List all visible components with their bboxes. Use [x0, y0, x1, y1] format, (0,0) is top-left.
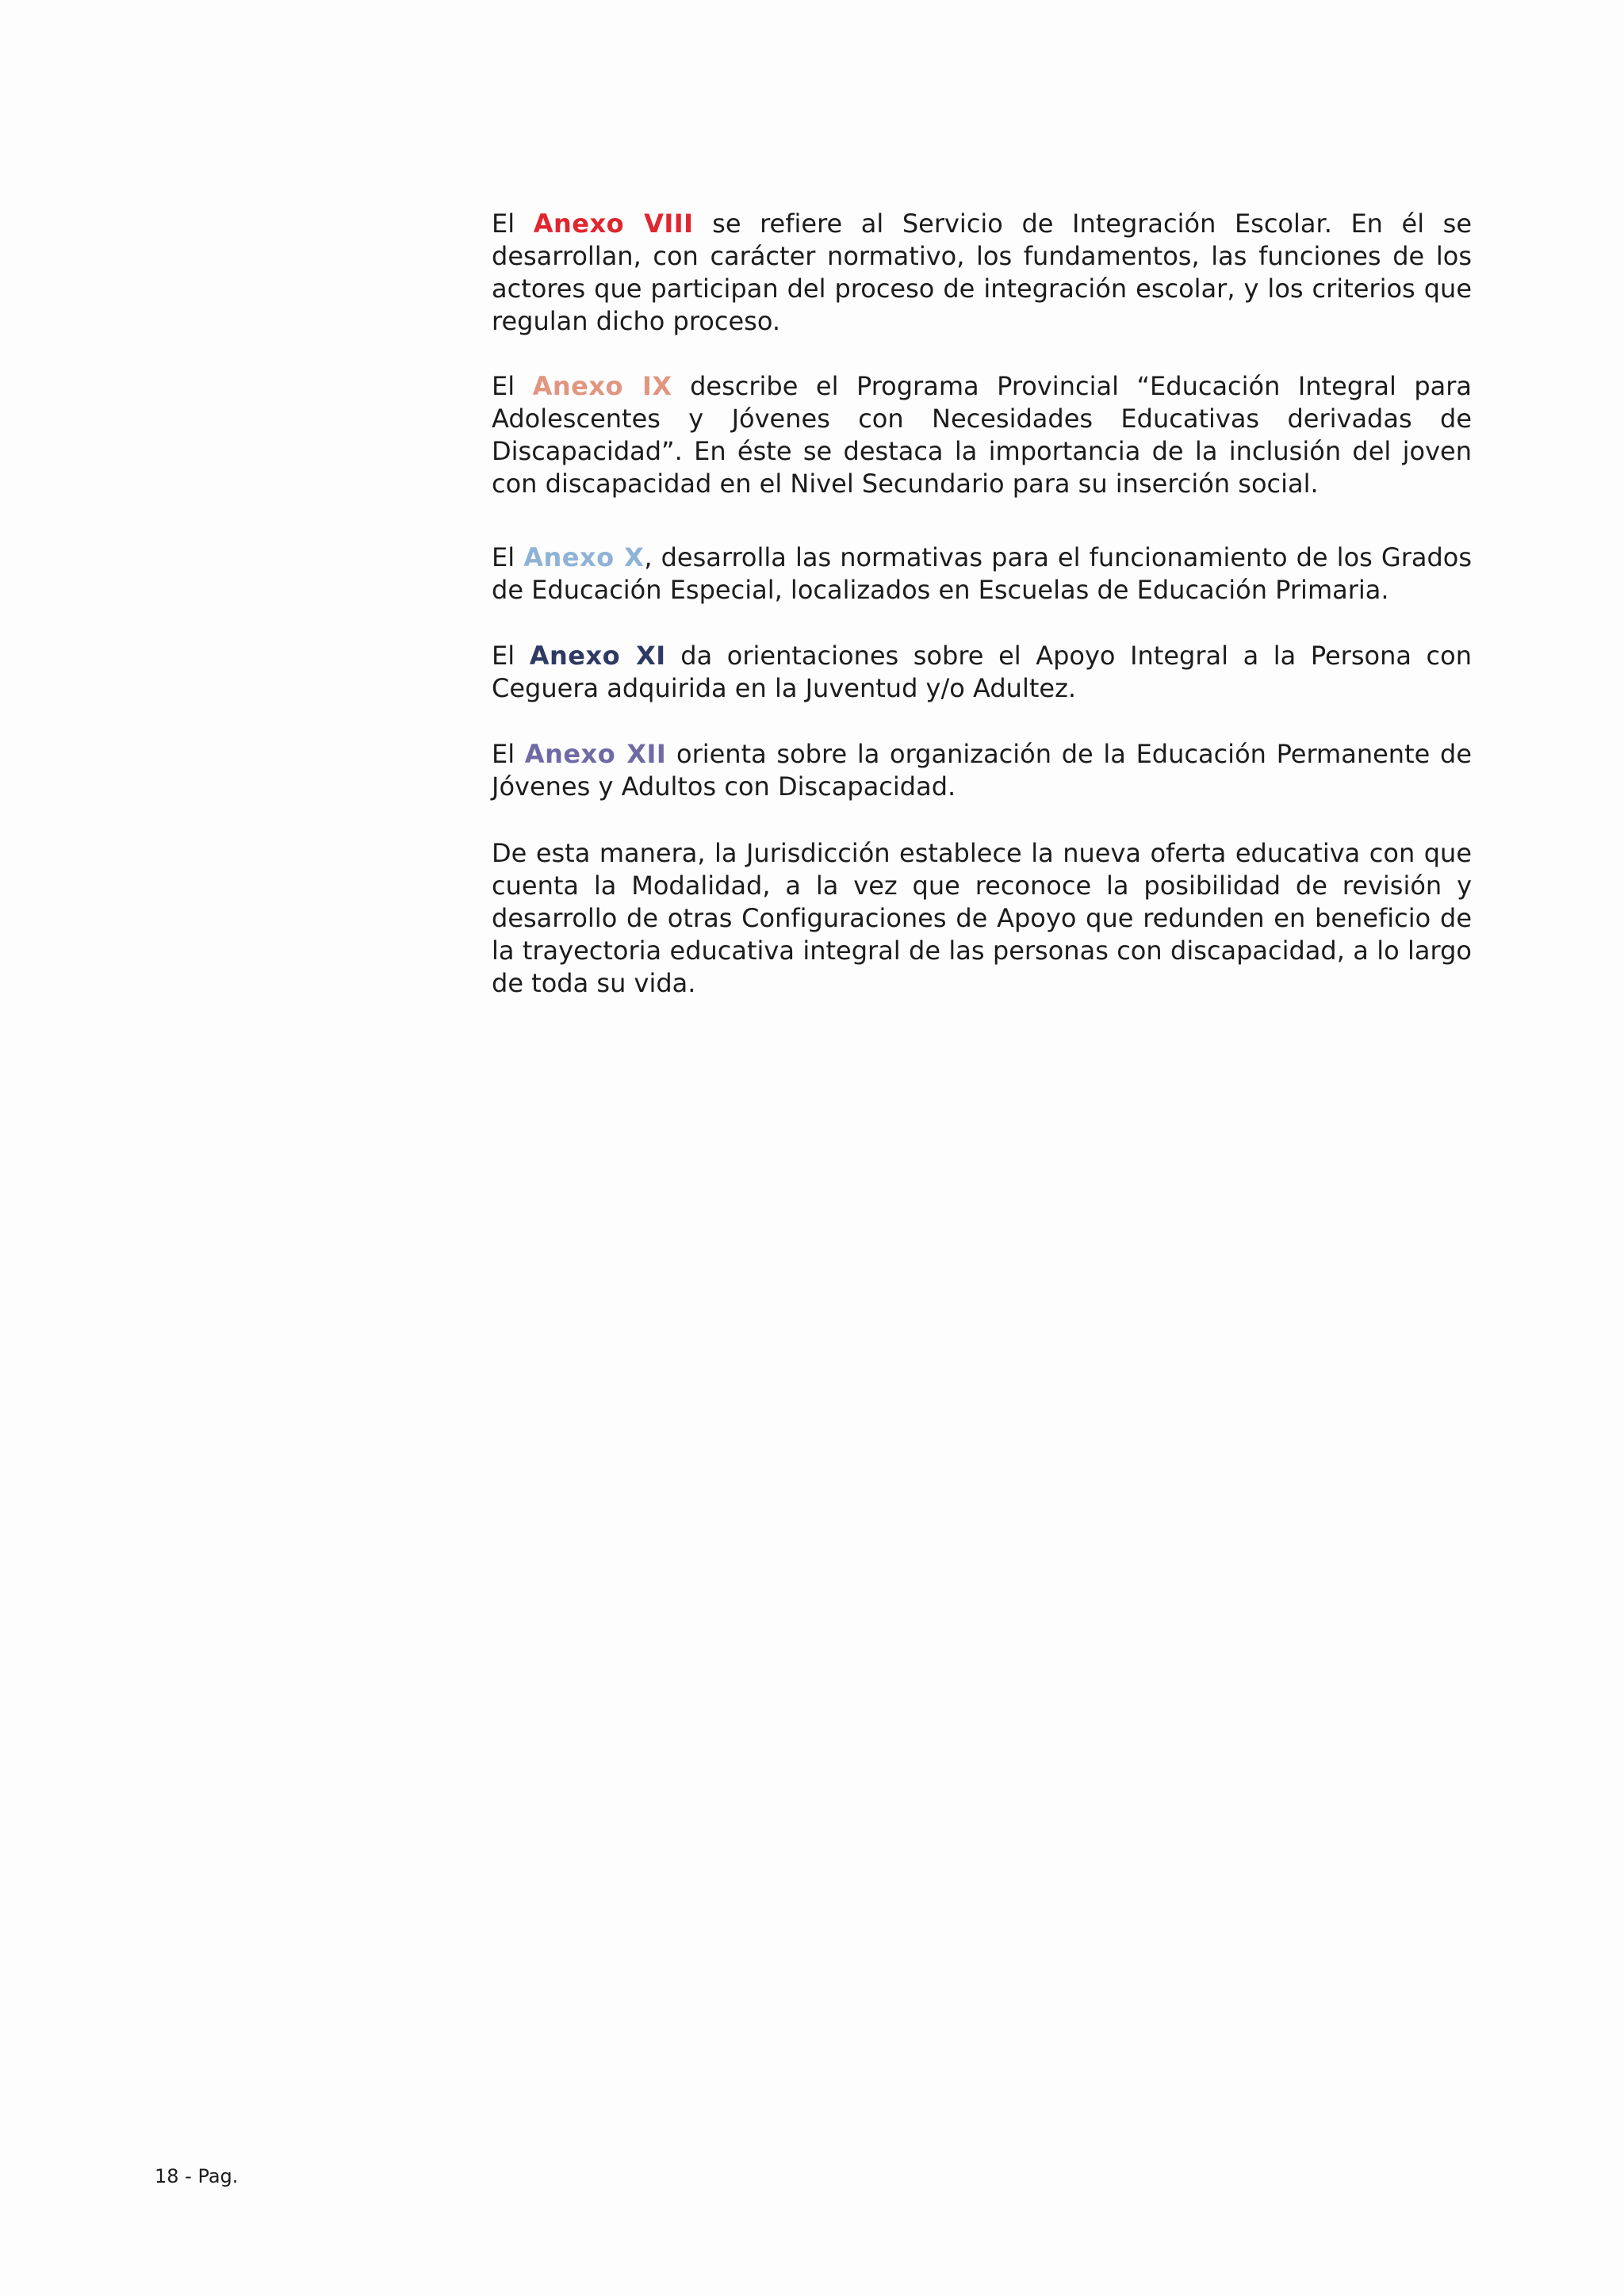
paragraph-anexo-ix [492, 370, 1472, 500]
paragraph-conclusion: De esta manera, la Jurisdicción establece la nueva oferta educativa con que cuenta la Modalidad, a la vez que reconoce la posibilidad de revisión y desarrollo de otras Configuraciones de Apoyo que redunden en beneficio de la trayectoria educativa integral de las personas con discapacidad, a lo largo de toda su vida. [492, 838, 1472, 998]
paragraph-anexo-x [492, 541, 1472, 607]
paragraph-lead: El [492, 739, 525, 769]
paragraph-text: se refiere al Servicio de Integración Escolar. En él se desarrollan, con carácter normativo, los fundamentos, las funciones de los actores que participan del proceso de integración escolar, y los criterios que regulan dicho proceso. [492, 209, 1473, 336]
paragraph-text: describe el Programa Provincial “Educación Integral para Adolescentes y Jóvenes con Necesidades Educativas derivadas de Discapacidad”. En éste se destaca la importancia de la inclusión del joven con discapacidad en el Nivel Secundario para su inserción social. [492, 371, 1473, 499]
paragraph-lead: El [492, 209, 534, 239]
paragraph-text: , desarrolla las normativas para el funcionamiento de los Grados de Educación Especial, localizados en Escuelas de Educación Primaria. [492, 542, 1473, 605]
paragraph-lead: El [492, 641, 530, 671]
annex-label-xii: Anexo XII [524, 739, 667, 769]
annex-label-viii: Anexo VIII [533, 209, 694, 239]
paragraph-lead: El [492, 542, 524, 572]
annex-label-ix: Anexo IX [532, 371, 672, 401]
paragraph-text: orienta sobre la organización de la Educación Permanente de Jóvenes y Adultos con Discapacidad. [492, 739, 1473, 802]
page-number: 18 - Pag. [155, 2165, 239, 2187]
paragraph-anexo-xi [492, 640, 1472, 705]
document-body [492, 208, 1472, 1000]
paragraph-anexo-xii [492, 738, 1472, 803]
annex-label-x: Anexo X [523, 542, 645, 572]
paragraph-text: da orientaciones sobre el Apoyo Integral a la Persona con Ceguera adquirida en la Juventud y/o Adultez. [492, 641, 1473, 703]
annex-label-xi: Anexo XI [529, 641, 666, 671]
paragraph-anexo-viii [492, 208, 1472, 338]
paragraph-lead: El [492, 371, 533, 401]
